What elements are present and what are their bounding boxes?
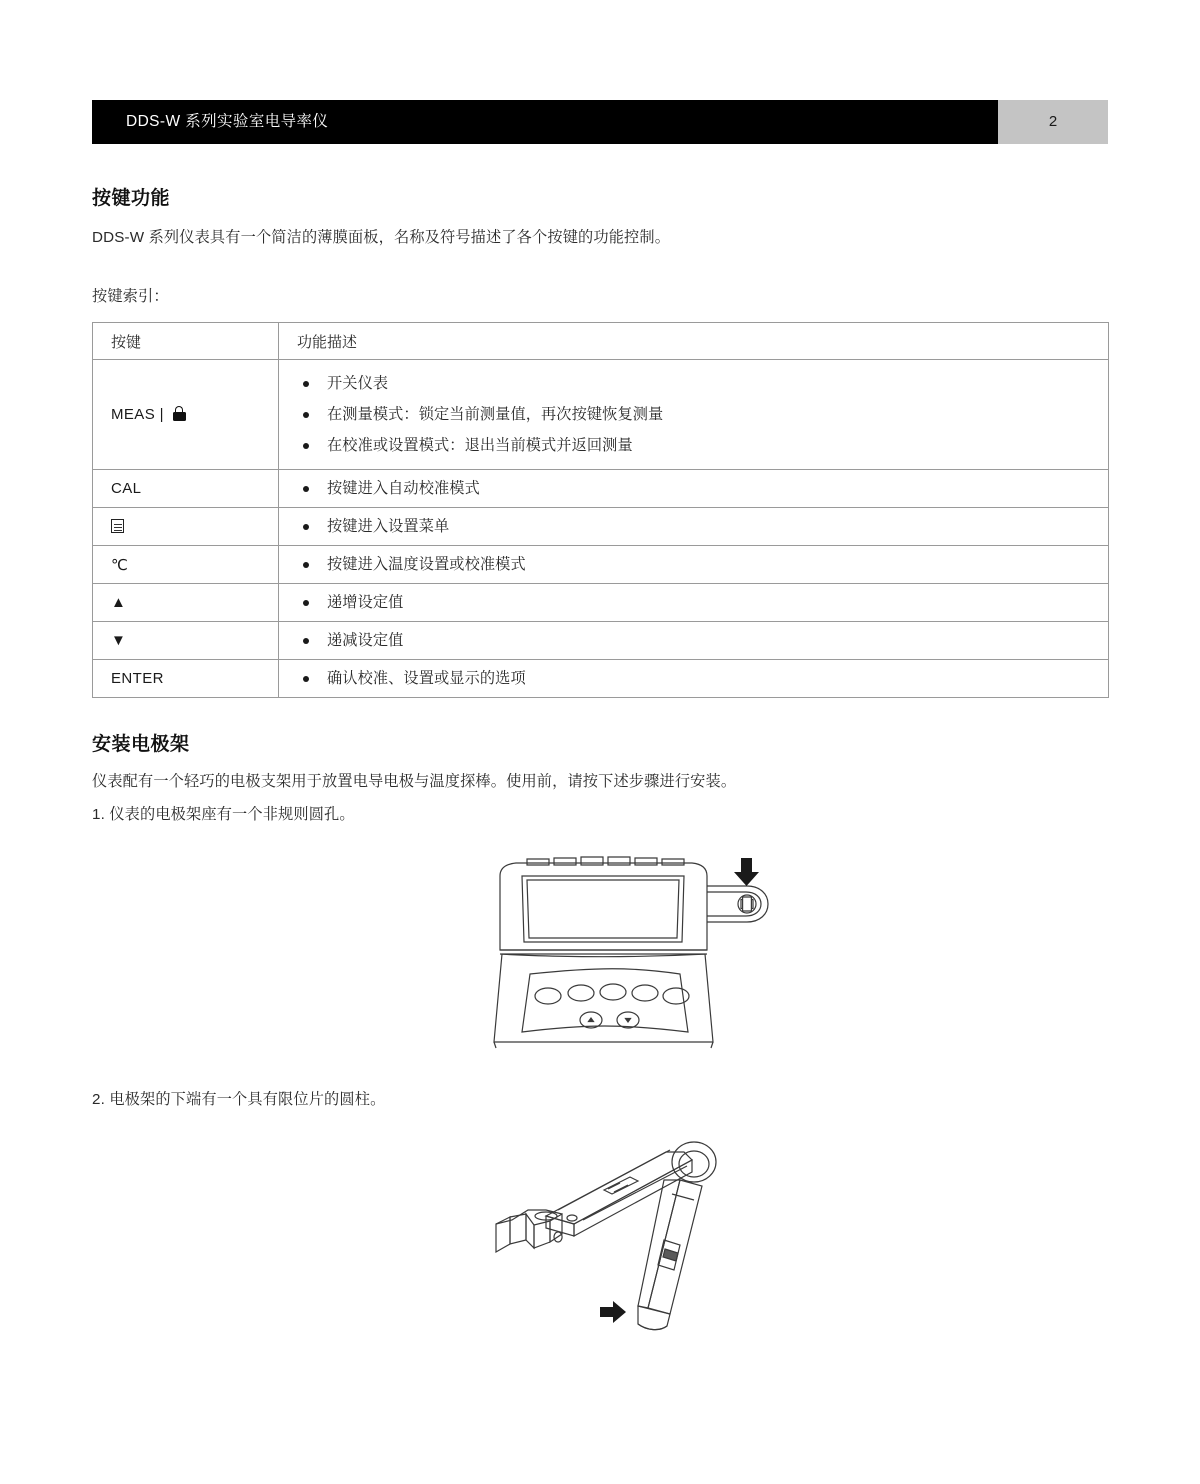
description-cell-setup — [279, 508, 1109, 546]
bullet-list — [279, 368, 1108, 461]
table-row — [93, 470, 1109, 508]
paragraph-holder-intro: 仪表配有一个轻巧的电极支架用于放置电导电极与温度探棒。使用前，请按下述步骤进行安装。 — [92, 773, 737, 790]
key-function-table — [92, 322, 1109, 698]
description-cell-up-arrow — [279, 584, 1109, 622]
step-1-text: 1. 仪表的电极架座有一个非规则圆孔。 — [92, 806, 355, 823]
clamp-head — [496, 1210, 577, 1252]
key-cell-up-arrow: ▲ — [93, 584, 279, 622]
keypad-buttons-row-1 — [535, 984, 689, 1004]
key-cell-meas — [93, 360, 279, 470]
lock-icon — [173, 406, 186, 421]
list-item: 开关仪表 — [279, 368, 1108, 399]
irregular-hole — [738, 895, 756, 913]
page-number-box — [998, 100, 1108, 144]
table-row — [93, 546, 1109, 584]
list-item: 递减设定值 — [279, 625, 1108, 656]
list-item: 按键进入自动校准模式 — [279, 473, 1108, 504]
bullet-list — [279, 473, 1108, 504]
down-arrow-annotation — [734, 858, 759, 886]
key-cell-down-arrow: ▼ — [93, 622, 279, 660]
table-row — [93, 360, 1109, 470]
description-cell-down-arrow — [279, 622, 1109, 660]
table-header-row — [93, 323, 1109, 360]
right-arrow-annotation — [600, 1301, 626, 1323]
figure-conductivity-meter — [492, 846, 782, 1056]
table-row — [93, 622, 1109, 660]
table-row — [93, 660, 1109, 698]
bullet-list — [279, 549, 1108, 580]
list-item: 确认校准、设置或显示的选项 — [279, 663, 1108, 694]
list-item: 按键进入温度设置或校准模式 — [279, 549, 1108, 580]
step-2-text: 2. 电极架的下端有一个具有限位片的圆柱。 — [92, 1091, 386, 1108]
description-cell-cal — [279, 470, 1109, 508]
table-row — [93, 508, 1109, 546]
list-item: 按键进入设置菜单 — [279, 511, 1108, 542]
key-label: MEAS | — [111, 406, 164, 423]
column-header-description: 功能描述 — [279, 323, 1109, 360]
key-cell-cal: CAL — [93, 470, 279, 508]
list-item: 在测量模式：锁定当前测量值，再次按键恢复测量 — [279, 399, 1108, 430]
page-number: 2 — [1048, 113, 1058, 130]
bullet-list — [279, 663, 1108, 694]
bullet-list — [279, 511, 1108, 542]
holder-post — [638, 1180, 702, 1314]
section-heading-install-holder: 安装电极架 — [92, 734, 190, 755]
key-cell-setup — [93, 508, 279, 546]
header-black-band — [92, 100, 998, 144]
holder-horizontal-arm — [546, 1150, 692, 1236]
bullet-list — [279, 587, 1108, 618]
page-header — [92, 100, 1108, 144]
header-title: DDS-W 系列实验室电导率仪 — [126, 113, 329, 130]
table-row — [93, 584, 1109, 622]
figure-electrode-holder — [488, 1128, 748, 1338]
column-header-key: 按键 — [93, 323, 279, 360]
key-cell-enter: ENTER — [93, 660, 279, 698]
description-cell-temperature — [279, 546, 1109, 584]
document-icon — [111, 518, 125, 534]
label-key-index: 按键索引： — [92, 288, 169, 305]
key-cell-temperature: ℃ — [93, 546, 279, 584]
bullet-list — [279, 625, 1108, 656]
list-item: 在校准或设置模式：退出当前模式并返回测量 — [279, 430, 1108, 461]
description-cell-enter — [279, 660, 1109, 698]
pivot-ring — [672, 1142, 716, 1182]
section-heading-key-functions: 按键功能 — [92, 188, 171, 209]
list-item: 递增设定值 — [279, 587, 1108, 618]
bottom-cylinder — [638, 1306, 670, 1330]
meter-top-tabs — [527, 857, 684, 865]
description-cell-meas — [279, 360, 1109, 470]
paragraph-key-functions-intro: DDS-W 系列仪表具有一个简洁的薄膜面板，名称及符号描述了各个按键的功能控制。 — [92, 229, 671, 246]
